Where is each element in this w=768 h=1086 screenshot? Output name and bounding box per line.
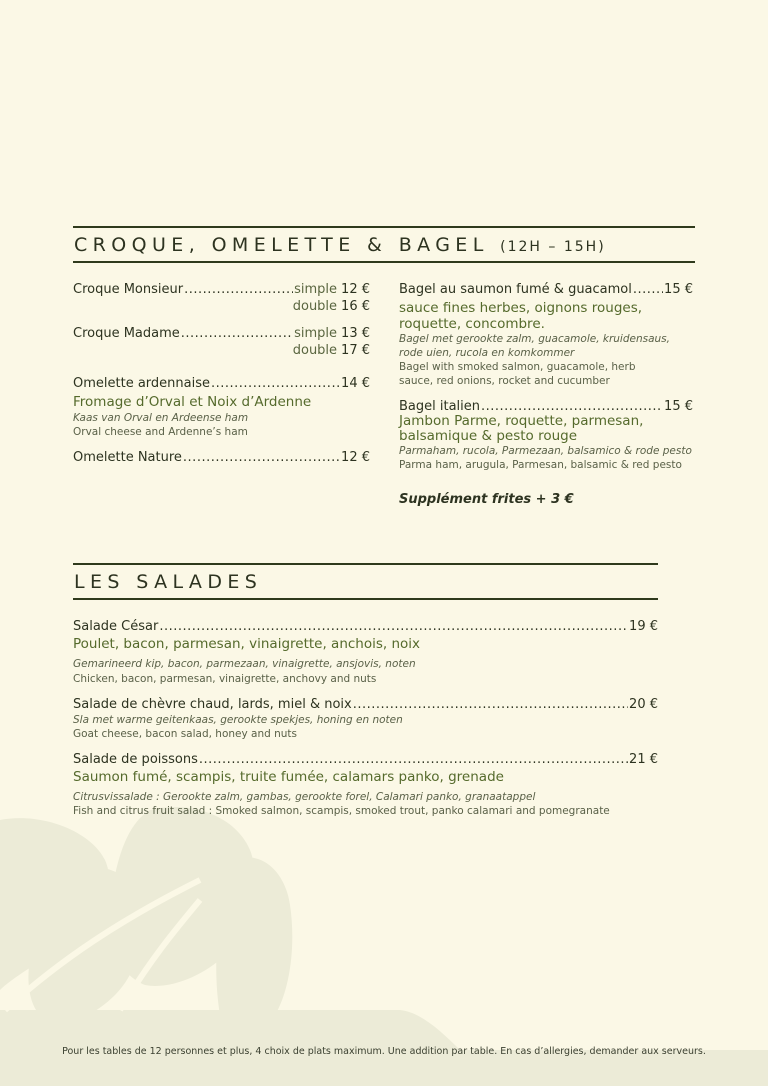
item-description-english: Parma ham, arugula, Parmesan, balsamic & red pesto (399, 459, 682, 471)
section-top-rule (73, 226, 695, 228)
item-price: 14 € (341, 376, 370, 391)
item-description-dutch: rode uien, rucola en komkommer (399, 347, 575, 359)
item-price: 20 € (629, 697, 658, 712)
item-name: Omelette ardennaise (73, 376, 210, 391)
item-price: 15 € (664, 399, 693, 414)
section-hours: (12H – 15H) (500, 239, 606, 255)
menu-item-salade-chevre (73, 697, 658, 712)
dot-leader (633, 282, 663, 297)
footer-note: Pour les tables de 12 personnes et plus, 4 choix de plats maximum. Une addition par table. En cas d’allergies, demander aux serveurs. (62, 1046, 706, 1057)
dot-leader (211, 376, 340, 391)
item-name: Salade César (73, 619, 159, 634)
section-title-text: CROQUE, OMELETTE & BAGEL (74, 234, 489, 256)
section-bottom-rule (73, 598, 658, 600)
fries-supplement: Supplément frites + 3 € (399, 492, 574, 507)
item-description-dutch: Kaas van Orval en Ardeense ham (73, 412, 249, 424)
dot-leader (159, 619, 628, 634)
item-price: 13 € (341, 326, 370, 341)
item-description-english: sauce, red onions, rocket and cucumber (399, 375, 610, 387)
item-description-dutch: Sla met warme geitenkaas, gerookte spekjes, honing en noten (73, 714, 403, 726)
menu-item-croque-madame-double (240, 343, 370, 358)
menu-item-croque-monsieur-double (240, 299, 370, 314)
menu-item-bagel-saumon (399, 282, 693, 297)
size-label: simple (294, 282, 338, 297)
item-description: Poulet, bacon, parmesan, vinaigrette, anchois, noix (73, 636, 421, 652)
menu-item-salade-cesar (73, 619, 658, 634)
menu-item-croque-monsieur (73, 282, 370, 297)
item-description-english: Goat cheese, bacon salad, honey and nuts (73, 728, 298, 740)
item-description-dutch: Citrusvissalade : Gerookte zalm, gambas, gerookte forel, Calamari panko, granaatappel (73, 791, 536, 803)
item-price: 19 € (629, 619, 658, 634)
dot-leader (353, 697, 628, 712)
menu-item-omelette-nature (73, 450, 370, 465)
item-description-dutch: Bagel met gerookte zalm, guacamole, kruidensaus, (399, 333, 670, 345)
dot-leader (184, 282, 293, 297)
size-label: double (292, 343, 338, 358)
item-price: 12 € (341, 450, 370, 465)
item-price: 21 € (629, 752, 658, 767)
dot-leader (481, 399, 663, 414)
item-description: Jambon Parme, roquette, parmesan, (399, 413, 644, 429)
item-description-english: Bagel with smoked salmon, guacamole, herb (399, 361, 636, 373)
section-title-salades: LES SALADES (74, 571, 263, 593)
item-price: 17 € (341, 343, 370, 358)
dot-leader (181, 326, 293, 341)
item-description: roquette, concombre. (399, 316, 545, 332)
item-price: 12 € (341, 282, 370, 297)
item-name: Croque Madame (73, 326, 180, 341)
item-name: Salade de chèvre chaud, lards, miel & noix (73, 697, 352, 712)
item-description-dutch: Gemarineerd kip, bacon, parmezaan, vinaigrette, ansjovis, noten (73, 658, 416, 670)
item-description-english: Chicken, bacon, parmesan, vinaigrette, anchovy and nuts (73, 673, 377, 685)
menu-item-omelette-ardennaise (73, 376, 370, 391)
item-description: sauce fines herbes, oignons rouges, (399, 300, 643, 316)
menu-item-bagel-italien (399, 399, 693, 414)
item-description: balsamique & pesto rouge (399, 428, 578, 444)
menu-item-croque-madame (73, 326, 370, 341)
item-description-english: Orval cheese and Ardenne’s ham (73, 426, 248, 438)
size-label: simple (294, 326, 338, 341)
item-description-dutch: Parmaham, rucola, Parmezaan, balsamico & rode pesto (399, 445, 692, 457)
item-name: Bagel italien (399, 399, 481, 414)
dot-leader (183, 450, 340, 465)
section-bottom-rule (73, 261, 695, 263)
item-description-english: Fish and citrus fruit salad : Smoked salmon, scampis, smoked trout, panko calamari and pomegranate (73, 805, 610, 817)
item-price: 16 € (341, 299, 370, 314)
section-title-croque (74, 234, 606, 256)
item-name: Omelette Nature (73, 450, 182, 465)
dot-leader (199, 752, 628, 767)
item-description: Saumon fumé, scampis, truite fumée, calamars panko, grenade (73, 769, 504, 785)
section-top-rule (73, 563, 658, 565)
item-description: Fromage d’Orval et Noix d’Ardenne (73, 394, 312, 410)
item-price: 15 € (664, 282, 693, 297)
menu-item-salade-poissons (73, 752, 658, 767)
item-name: Bagel au saumon fumé & guacamol (399, 282, 632, 297)
item-name: Croque Monsieur (73, 282, 184, 297)
item-name: Salade de poissons (73, 752, 198, 767)
size-label: double (292, 299, 338, 314)
